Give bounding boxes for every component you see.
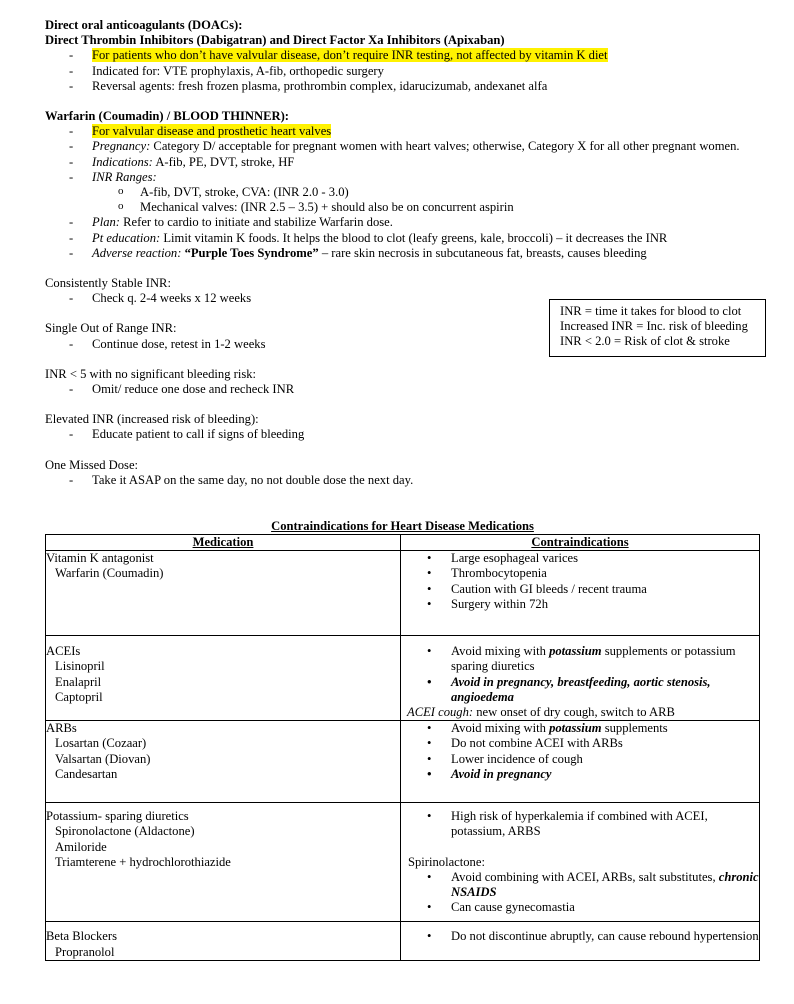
contraindication-item: • Can cause gynecomastia [401, 900, 759, 915]
medication-cell [46, 551, 401, 636]
drug-class: Beta Blockers [46, 929, 117, 944]
contraindication-cell [401, 721, 760, 803]
warfarin-item: - Pt education: Limit vitamin K foods. It helps the blood to clot (leafy greens, kale, broccoli) – it decreases the INR [45, 231, 760, 246]
doacs-item: - Indicated for: VTE prophylaxis, A-fib, orthopedic surgery [45, 64, 760, 79]
contraindication-item: • Do not combine ACEI with ARBs [401, 736, 759, 751]
drug-name: Warfarin (Coumadin) [55, 566, 164, 581]
drug-name: Valsartan (Diovan) [55, 751, 151, 766]
warfarin-item: - Adverse reaction: “Purple Toes Syndrome” – rare skin necrosis in subcutaneous fat, breasts, causes bleeding [45, 246, 760, 261]
doacs-subtitle: Direct Thrombin Inhibitors (Dabigatran) and Direct Factor Xa Inhibitors (Apixaban) [45, 33, 505, 48]
inr-info-box [549, 299, 766, 357]
contraindication-item: • Caution with GI bleeds / recent trauma [401, 582, 759, 597]
drug-name: Lisinopril [55, 659, 105, 674]
contraindication-item: • Large esophageal varices [401, 551, 759, 566]
table-title: Contraindications for Heart Disease Medications [271, 519, 534, 533]
drug-name: Losartan (Cozaar) [55, 736, 147, 751]
highlighted-text: For patients who don’t have valvular disease, don’t require INR testing, not affected by vitamin K diet [92, 48, 608, 63]
table-row [46, 551, 760, 636]
contraindication-item: • Thrombocytopenia [401, 566, 759, 581]
medication-cell [46, 803, 401, 922]
acei-note: ACEI cough: new onset of dry cough, switch to ARB [407, 705, 675, 720]
drug-name: Propranolol [55, 944, 115, 959]
col-header-medication: Medication [46, 535, 401, 551]
warfarin-item: - Indications: A-fib, PE, DVT, stroke, HF [45, 155, 760, 170]
doacs-item: - Reversal agents: fresh frozen plasma, prothrombin complex, idarucizumab, andexanet alfa [45, 79, 760, 94]
contraindication-item: • Lower incidence of cough [401, 752, 759, 767]
contraindication-item: • Surgery within 72h [401, 597, 759, 612]
inr-range-item: o Mechanical valves: (INR 2.5 – 3.5) + should also be on concurrent aspirin [45, 200, 760, 215]
highlighted-text: For valvular disease and prosthetic heart valves [92, 124, 332, 139]
inr-action: - Continue dose, retest in 1-2 weeks [45, 337, 760, 352]
contraindication-item: • Avoid in pregnancy [401, 767, 759, 782]
contraindication-cell [401, 803, 760, 922]
drug-class: ACEIs [46, 644, 81, 659]
medication-cell [46, 721, 401, 803]
contraindication-item: • High risk of hyperkalemia if combined with ACEI, potassium, ARBS [401, 809, 759, 839]
inr-heading: INR < 5 with no significant bleeding risk: [45, 366, 257, 381]
medication-cell [46, 636, 401, 721]
contraindication-cell [401, 922, 760, 960]
drug-class: Vitamin K antagonist [46, 551, 154, 566]
warfarin-item: - Plan: Refer to cardio to initiate and stabilize Warfarin dose. [45, 215, 760, 230]
drug-name: Enalapril [55, 674, 102, 689]
doacs-item [45, 48, 760, 63]
drug-name: Spironolactone (Aldactone) [55, 824, 195, 839]
drug-name: Candesartan [55, 766, 118, 781]
warfarin-item [45, 124, 760, 139]
doacs-title: Direct oral anticoagulants (DOACs): [45, 18, 243, 32]
inr-action: - Take it ASAP on the same day, no not double dose the next day. [45, 473, 760, 488]
warfarin-item: - Pregnancy: Category D/ acceptable for pregnant women with heart valves; otherwise, Category X for all other pregnant women. [45, 139, 760, 154]
warfarin-title: Warfarin (Coumadin) / BLOOD THINNER): [45, 109, 289, 124]
contraindication-cell [401, 636, 760, 721]
table-header-row [46, 535, 760, 551]
info-line: Increased INR = Inc. risk of bleeding [560, 319, 748, 334]
inr-heading: Elevated INR (increased risk of bleeding): [45, 412, 259, 427]
table-row [46, 636, 760, 721]
inr-range-item: o A-fib, DVT, stroke, CVA: (INR 2.0 - 3.0) [45, 185, 760, 200]
col-header-contraindications: Contraindications [401, 535, 760, 551]
contraindication-item: • Do not discontinue abruptly, can cause rebound hypertension [401, 929, 759, 944]
inr-heading: Consistently Stable INR: [45, 276, 171, 291]
contraindication-cell [401, 551, 760, 636]
drug-class: Potassium- sparing diuretics [46, 809, 189, 824]
sub-heading: Spirinolactone: [408, 854, 485, 869]
info-line: INR < 2.0 = Risk of clot & stroke [560, 334, 730, 349]
table-row [46, 803, 760, 922]
contraindication-item: • Avoid mixing with potassium supplements or potassium sparing diuretics [401, 644, 759, 674]
info-line: INR = time it takes for blood to clot [560, 304, 742, 318]
drug-name: Captopril [55, 689, 103, 704]
notes-page [45, 18, 760, 488]
table-row [46, 922, 760, 960]
inr-action: - Check q. 2-4 weeks x 12 weeks [45, 291, 760, 306]
inr-action: - Omit/ reduce one dose and recheck INR [45, 382, 760, 397]
drug-name: Triamterene + hydrochlorothiazide [55, 854, 231, 869]
warfarin-item: - INR Ranges: [45, 170, 760, 185]
drug-name: Amiloride [55, 839, 107, 854]
contraindication-item: • Avoid mixing with potassium supplements [401, 721, 759, 736]
inr-action: - Educate patient to call if signs of bleeding [45, 427, 760, 442]
contraindication-item: • Avoid combining with ACEI, ARBs, salt substitutes, chronic NSAIDS [401, 870, 759, 900]
contraindication-item: • Avoid in pregnancy, breastfeeding, aortic stenosis, angioedema [401, 675, 759, 705]
inr-heading: Single Out of Range INR: [45, 321, 177, 336]
drug-class: ARBs [46, 721, 77, 736]
inr-heading: One Missed Dose: [45, 457, 139, 472]
medication-cell [46, 922, 401, 960]
contraindications-table [45, 534, 760, 961]
table-row [46, 721, 760, 803]
